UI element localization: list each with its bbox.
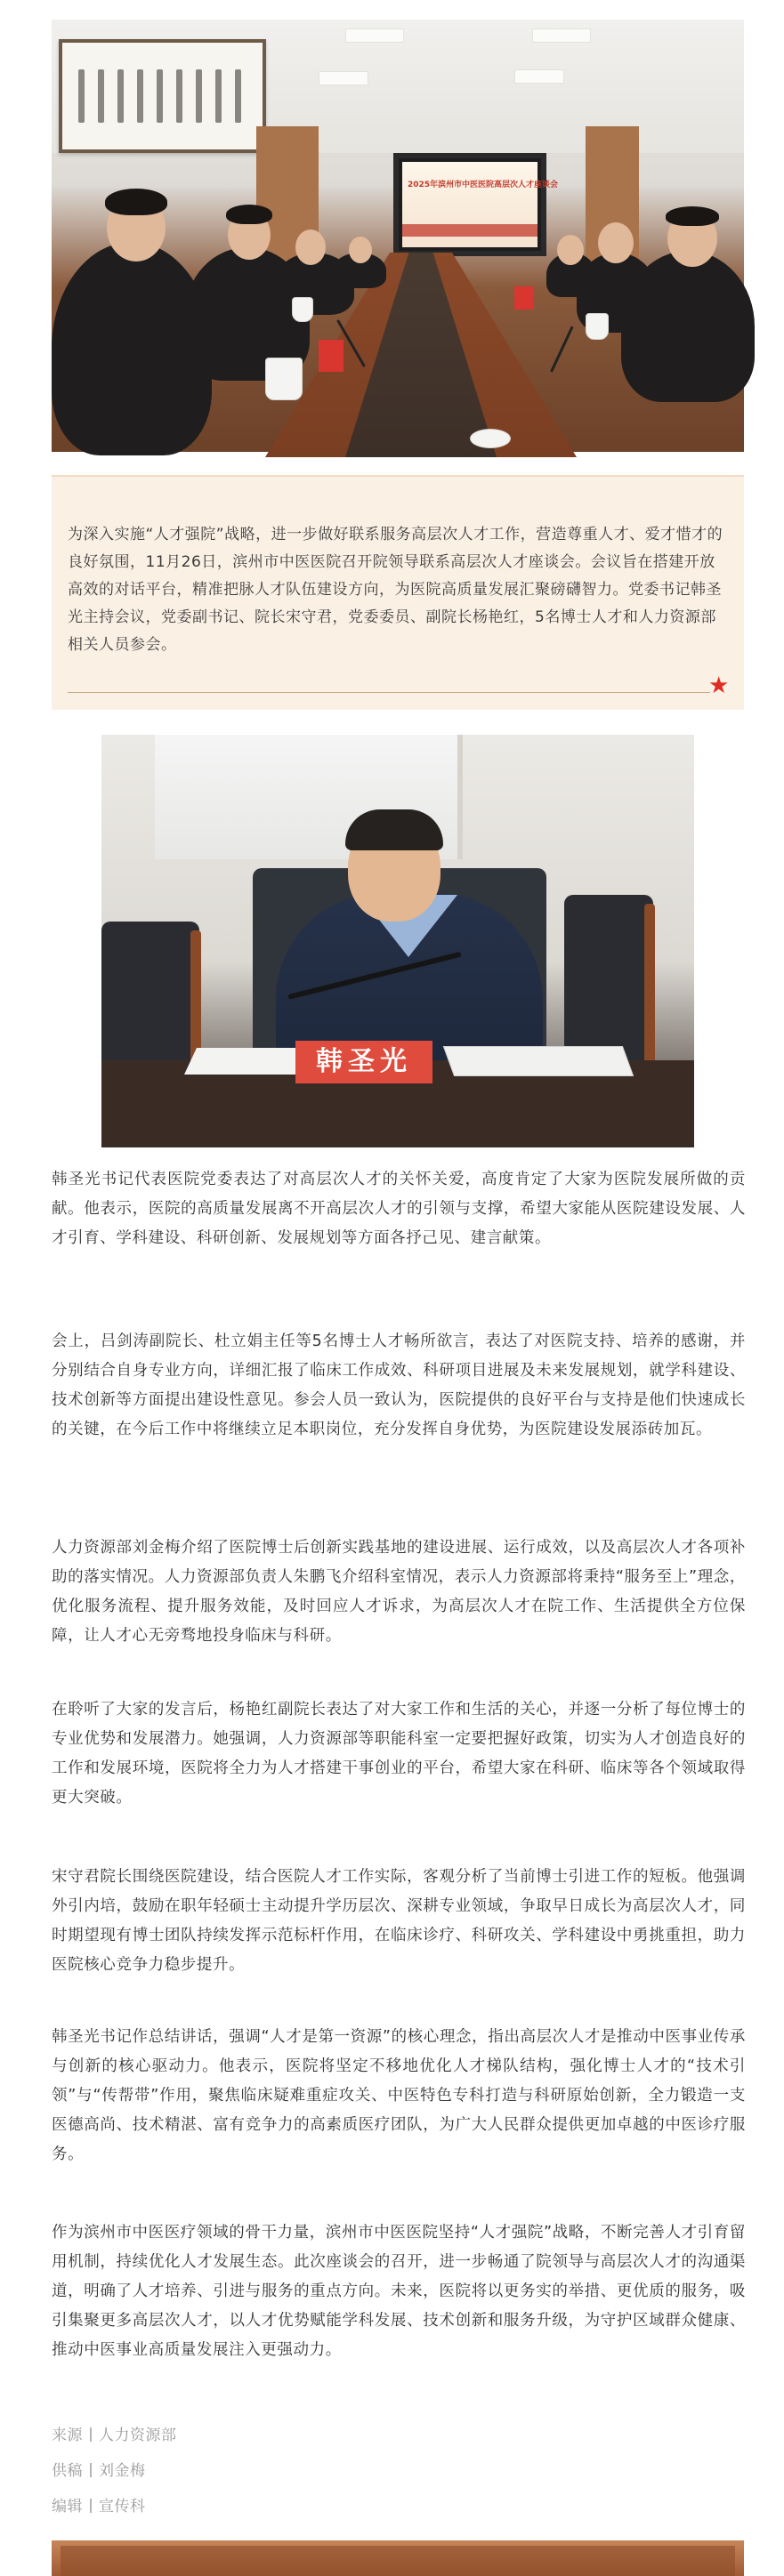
credit-label: 供稿 xyxy=(52,2462,83,2480)
speaker-nameplate: 韩圣光 xyxy=(295,1041,432,1083)
intro-text: 为深入实施“人才强院”战略，进一步做好联系服务高层次人才工作，营造尊重人才、爱才惜才的良好氛围，11月26日，滨州市中医医院召开院领导联系高层次人才座谈会。会议旨在搭建开放高效的对话平台，精准把脉人才队伍建设方向，为医院高质量发展汇聚磅礴智力。党委书记韩圣光主持会议，党委副书记、院长宋守君，党委委员、副院长杨艳红，5名博士人才和人力资源部相关人员参会。 xyxy=(68,526,723,654)
intro-box xyxy=(52,475,744,710)
speaker-hair xyxy=(345,809,443,850)
article-paragraph: 人力资源部刘金梅介绍了医院博士后创新实践基地的建设进展、运行成效，以及高层次人才各项补助的落实情况。人力资源部负责人朱鹏飞介绍科室情况，表示人力资源部将秉持“服务至上”理念，优化服务流程、提升服务效能，及时回应人才诉求，为高层次人才在院工作、生活提供全方位保障，让人才心无旁骛地投身临床与科研。 xyxy=(52,1539,746,1645)
tea-cup xyxy=(265,358,303,400)
credit-label: 编辑 xyxy=(52,2498,83,2516)
tea-cup xyxy=(292,297,313,322)
attendee-hair xyxy=(226,205,272,224)
ceiling-light xyxy=(532,28,591,43)
bottom-banner xyxy=(52,2540,744,2576)
article-paragraph: 作为滨州市中医医疗领域的骨干力量，滨州市中医医院坚持“人才强院”战略，不断完善人才引育留用机制，持续优化人才发展生态。此次座谈会的召开，进一步畅通了院领导与高层次人才的沟通渠道，明确了人才培养、引进与服务的重点方向。未来，医院将以更务实的举措、更优质的服务，吸引集聚更多高层次人才，以人才优势赋能学科发展、技术创新和服务升级，为守护区域群众健康、推动中医事业高质量发展注入更强动力。 xyxy=(52,2224,746,2359)
speaker-photo xyxy=(101,735,694,1147)
credit-value: 宣传科 xyxy=(99,2498,146,2516)
ceiling-light xyxy=(514,69,564,84)
microphone xyxy=(550,326,573,373)
screen-title: 2025年滨州市中医医院高层次人才座谈会 xyxy=(408,181,559,189)
chair-frame xyxy=(644,904,655,1064)
tea-cup xyxy=(470,429,511,448)
ceiling-light xyxy=(319,71,368,85)
meeting-photo xyxy=(52,20,744,452)
star-icon: ★ xyxy=(708,672,730,699)
credit-value: 刘金梅 xyxy=(99,2462,146,2480)
name-plate xyxy=(514,286,534,310)
credit-label: 来源 xyxy=(52,2427,83,2444)
notebook xyxy=(443,1046,634,1076)
chair xyxy=(564,895,653,1064)
attendee-head xyxy=(598,222,634,263)
credit-value: 人力资源部 xyxy=(99,2427,177,2444)
chair xyxy=(101,922,199,1073)
attendee-head xyxy=(295,229,326,265)
name-plate xyxy=(319,340,344,372)
article-paragraph: 会上，吕剑涛副院长、杜立娟主任等5名博士人才畅所欲言，表达了对医院支持、培养的感谢，并分别结合自身专业方向，详细汇报了临床工作成效、科研项目进展及未来发展规划，就学科建设、技术创新等方面提出建设性意见。参会人员一致认为，医院提供的良好平台与支持是他们快速成长的关键，在今后工作中将继续立足本职岗位，充分发挥自身优势，为医院建设发展添砖加瓦。 xyxy=(52,1332,746,1438)
wall-calligraphy xyxy=(59,39,266,153)
display-screen xyxy=(393,153,559,256)
credit-editor xyxy=(52,2496,146,2517)
ceiling-light xyxy=(345,28,404,43)
intro-divider xyxy=(68,692,710,693)
attendee-hair xyxy=(105,189,167,215)
credit-contributor xyxy=(52,2460,146,2482)
article-paragraph: 在聆听了大家的发言后，杨艳红副院长表达了对大家工作和生活的关心，并逐一分析了每位博士的专业优势和发展潜力。她强调，人力资源部等职能科室一定要把握好政策，切实为人才创造良好的工作和发展环境，医院将全力为人才搭建干事创业的平台，希望大家在科研、临床等各个领域取得更大突破。 xyxy=(52,1701,746,1807)
tea-cup xyxy=(586,313,609,340)
attendee-hair xyxy=(666,206,719,226)
attendee-head xyxy=(557,235,584,265)
article-paragraph: 韩圣光书记作总结讲话，强调“人才是第一资源”的核心理念，指出高层次人才是推动中医事业传承与创新的核心驱动力。他表示，医院将坚定不移地优化人才梯队结构，强化博士人才的“技术引领”与“传帮带”作用，聚焦临床疑难重症攻关、中医特色专科打造与科研原始创新，全力锻造一支医德高尚、技术精湛、富有竞争力的高素质医疗团队，为广大人民群众提供更加卓越的中医诊疗服务。 xyxy=(52,2028,746,2163)
credit-source xyxy=(52,2425,177,2446)
article-paragraph: 韩圣光书记代表医院党委表达了对高层次人才的关怀关爱，高度肯定了大家为医院发展所做的贡献。他表示，医院的高质量发展离不开高层次人才的引领与支撑，希望大家能从医院建设发展、人才引育、学科建设、科研创新、发展规划等方面各抒己见、建言献策。 xyxy=(52,1171,746,1247)
attendee-head xyxy=(349,237,372,263)
article-paragraph: 宋守君院长围绕医院建设，结合医院人才工作实际，客观分析了当前博士引进工作的短板。他强调外引内培，鼓励在职年轻硕士主动提升学历层次、深耕专业领域，争取早日成长为高层次人才，同时期望现有博士团队持续发挥示范标杆作用，在临床诊疗、科研攻关、学科建设中勇挑重担，助力医院核心竞争力稳步提升。 xyxy=(52,1868,746,1974)
